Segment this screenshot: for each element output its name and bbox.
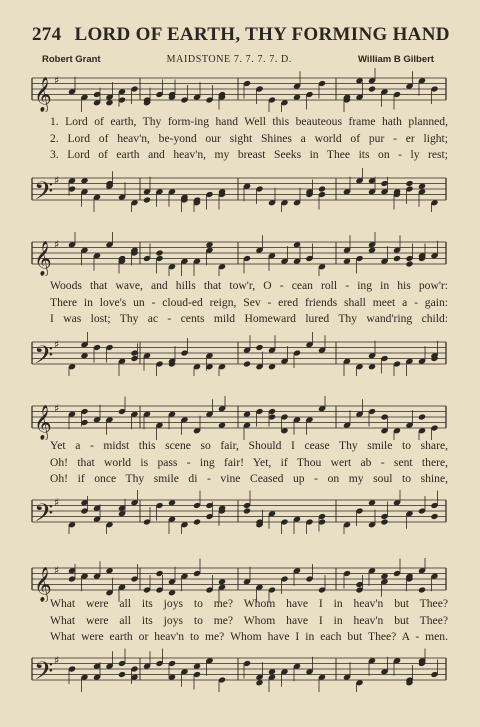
author-credit: Robert Grant bbox=[42, 54, 101, 65]
note-head bbox=[255, 344, 263, 351]
lyric-line: What were earth or heav'n to me? Whom have I in each but Thee? A - men. bbox=[50, 630, 448, 643]
lyric-line: Oh! that world is pass - ing fair! Yet, if Thou wert ab - sent there, bbox=[50, 455, 448, 469]
note-head bbox=[393, 255, 401, 262]
clef-icon: 𝄞 bbox=[34, 241, 52, 276]
sharp-icon: ♯ bbox=[54, 74, 60, 87]
hymn-title bbox=[32, 24, 452, 46]
hymn-number: 274 bbox=[32, 24, 62, 45]
clef-icon: 𝄢 bbox=[34, 499, 54, 534]
lyric-line: 1. Lord of earth, Thy form-ing hand Well this beauteous frame hath planned, bbox=[50, 115, 448, 128]
note-head bbox=[418, 586, 426, 593]
note-head bbox=[243, 360, 251, 367]
note-head bbox=[380, 518, 388, 525]
hymn-title-text: LORD OF EARTH, THY FORMING HAND bbox=[74, 24, 450, 45]
hymn-credits bbox=[42, 54, 434, 65]
lyric-line: What were all its joys to me? Whom have I in heav'n but Thee? bbox=[50, 613, 448, 627]
sharp-icon: ♯ bbox=[54, 564, 60, 577]
clef-icon: 𝄞 bbox=[34, 567, 52, 602]
note-head bbox=[405, 180, 413, 187]
lyrics-block-1 bbox=[50, 114, 448, 164]
clef-icon: 𝄢 bbox=[34, 177, 54, 212]
composer-credit: William B Gilbert bbox=[358, 54, 434, 65]
lyric-line: 3. Lord of earth and heav'n, my breast Seeks in Thee its on - ly rest; bbox=[50, 148, 448, 161]
note-head bbox=[318, 185, 326, 192]
bass-staff bbox=[28, 332, 448, 376]
lyric-line: What were all its joys to me? Whom have I in heav'n but Thee? bbox=[50, 597, 448, 610]
sharp-icon: ♯ bbox=[54, 174, 60, 187]
lyrics-block-3 bbox=[50, 438, 448, 488]
clef-icon: 𝄢 bbox=[34, 657, 54, 692]
sharp-icon: ♯ bbox=[54, 338, 60, 351]
lyric-line: Yet a - midst this scene so fair, Should I cease Thy smile to share, bbox=[50, 439, 448, 452]
note-head bbox=[118, 671, 126, 678]
note-head bbox=[243, 507, 251, 514]
bass-staff bbox=[28, 168, 448, 212]
note-head bbox=[368, 85, 376, 92]
bass-staff bbox=[28, 648, 448, 692]
note-head bbox=[405, 260, 413, 267]
note-head bbox=[418, 413, 426, 420]
treble-staff bbox=[28, 232, 448, 276]
lyric-line: I was lost; Thy ac - cents mild Homeward lured Thy wand'ring child: bbox=[50, 312, 448, 325]
lyric-line: Oh! if once Thy smile di - vine Ceased up - on my soul to shine, bbox=[50, 472, 448, 485]
lyric-line: 2. Lord of heav'n, be-yond our sight Shines a world of pur - er light; bbox=[50, 131, 448, 145]
note-head bbox=[193, 518, 201, 525]
lyric-line: Woods that wave, and hills that tow'r, O - cean roll - ing in his pow'r: bbox=[50, 279, 448, 292]
lyrics-block-2 bbox=[50, 278, 448, 328]
note-head bbox=[430, 513, 438, 520]
sharp-icon: ♯ bbox=[54, 238, 60, 251]
note-head bbox=[143, 196, 151, 203]
lyrics-block-4 bbox=[50, 596, 448, 646]
bass-staff bbox=[28, 490, 448, 534]
treble-staff bbox=[28, 68, 448, 112]
clef-icon: 𝄞 bbox=[34, 77, 52, 112]
sharp-icon: ♯ bbox=[54, 402, 60, 415]
clef-icon: 𝄢 bbox=[34, 341, 54, 376]
clef-icon: 𝄞 bbox=[34, 405, 52, 440]
sharp-icon: ♯ bbox=[54, 496, 60, 509]
sharp-icon: ♯ bbox=[54, 654, 60, 667]
treble-staff bbox=[28, 396, 448, 440]
tune-name: MAIDSTONE 7. 7. 7. 7. D. bbox=[166, 54, 292, 65]
lyric-line: There in love's un - cloud-ed reign, Sev - ered friends shall meet a - gain: bbox=[50, 295, 448, 309]
note-head bbox=[155, 249, 163, 256]
